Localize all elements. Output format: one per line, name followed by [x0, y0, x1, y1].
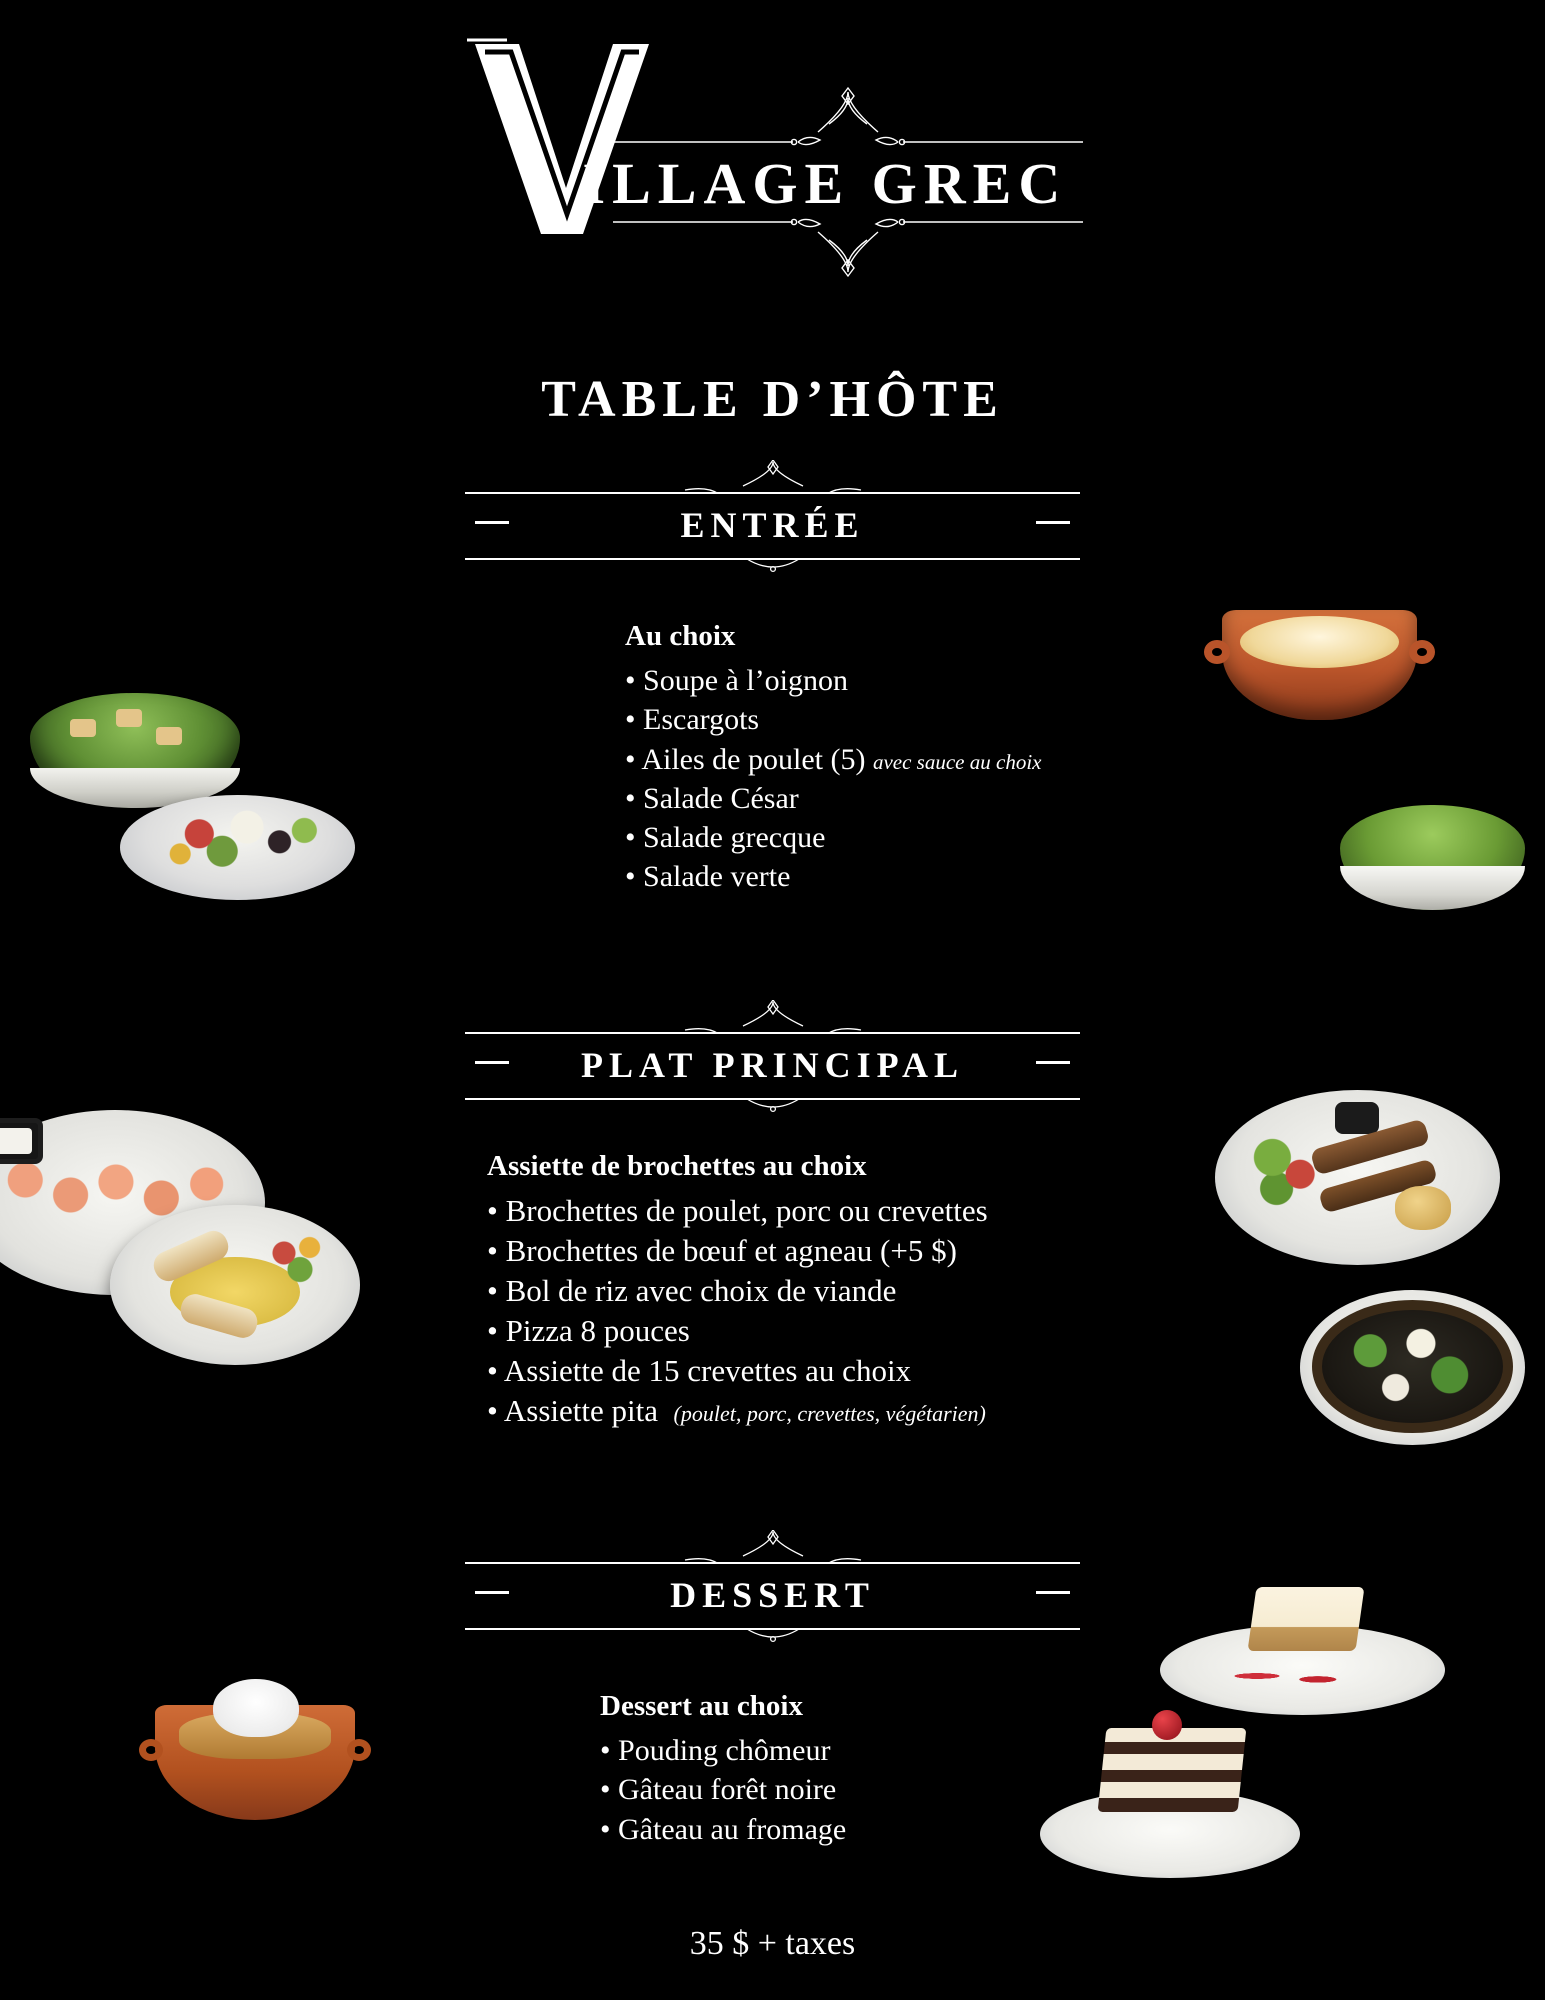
plat-principal-items [487, 1150, 988, 1431]
list-item: • Soupe à l’oignon [625, 664, 848, 697]
page-title: TABLE D’HÔTE [541, 371, 1004, 428]
entree-list [625, 661, 1041, 897]
pouding-chomeur-photo [155, 1705, 355, 1820]
list-item: • Pizza 8 pouces [487, 1312, 690, 1348]
entree-items [625, 620, 1041, 897]
chicken-rice-plate-photo [110, 1205, 360, 1365]
section-header-entree [465, 460, 1080, 578]
section-header-plat-principal [465, 1000, 1080, 1118]
section-ornament-icon [673, 460, 873, 494]
dessert-heading: Dessert au choix [600, 1690, 803, 1722]
list-item: • Brochettes de poulet, porc ou crevettes [487, 1193, 988, 1228]
pizza-photo [1300, 1290, 1525, 1445]
section-dash-right [1036, 1061, 1070, 1064]
list-item: • Gâteau au fromage [600, 1812, 847, 1846]
plat-principal-heading: Assiette de brochettes au choix [487, 1150, 867, 1182]
green-salad-photo [1340, 805, 1525, 910]
section-header-dessert [465, 1530, 1080, 1648]
list-item: • Bol de riz avec choix de viande [487, 1272, 897, 1308]
flourish-top-ornament [613, 86, 1083, 150]
section-dash-right [1036, 521, 1070, 524]
dessert-items [600, 1690, 846, 1849]
onion-soup-photo [1222, 610, 1417, 720]
section-dash-left [475, 521, 509, 524]
section-title: PLAT PRINCIPAL [580, 1045, 965, 1085]
list-item: • Salade verte [625, 860, 791, 894]
price-label: 35 $ + taxes [689, 1925, 856, 1962]
flourish-bottom-ornament [613, 214, 1083, 278]
brand-name: ILLAGE GREC [582, 151, 1068, 216]
brand-logo [0, 38, 1545, 283]
black-forest-cake-photo [1040, 1790, 1300, 1878]
section-small-ornament-icon [743, 557, 803, 577]
greek-salad-photo [120, 795, 355, 900]
section-ornament-icon [673, 1000, 873, 1034]
dessert-list [600, 1731, 846, 1849]
plat-principal-list [487, 1191, 988, 1431]
section-dash-left [475, 1591, 509, 1594]
section-ornament-icon [673, 1530, 873, 1564]
cheesecake-photo [1160, 1625, 1445, 1715]
list-item: • Assiette pita (poulet, porc, crevettes, végétarien) [487, 1392, 986, 1428]
section-dash-left [475, 1061, 509, 1064]
list-item: • Brochettes de bœuf et agneau (+5 $) [487, 1232, 957, 1268]
section-small-ornament-icon [743, 1627, 803, 1647]
section-title: ENTRÉE [680, 505, 865, 545]
list-item: • Gâteau forêt noire [600, 1773, 837, 1807]
brochette-plate-photo [1215, 1090, 1500, 1265]
list-item: • Salade grecque [625, 821, 826, 855]
list-item: • Pouding chômeur [600, 1734, 831, 1767]
list-item: • Assiette de 15 crevettes au choix [487, 1352, 912, 1388]
list-item: • Ailes de poulet (5) avec sauce au choix [625, 742, 1042, 776]
list-item: • Escargots [625, 703, 760, 737]
entree-heading: Au choix [625, 620, 736, 652]
list-item: • Salade César [625, 781, 799, 815]
section-small-ornament-icon [743, 1097, 803, 1117]
section-title: DESSERT [670, 1575, 875, 1615]
section-dash-right [1036, 1591, 1070, 1594]
caesar-salad-photo [30, 693, 240, 808]
